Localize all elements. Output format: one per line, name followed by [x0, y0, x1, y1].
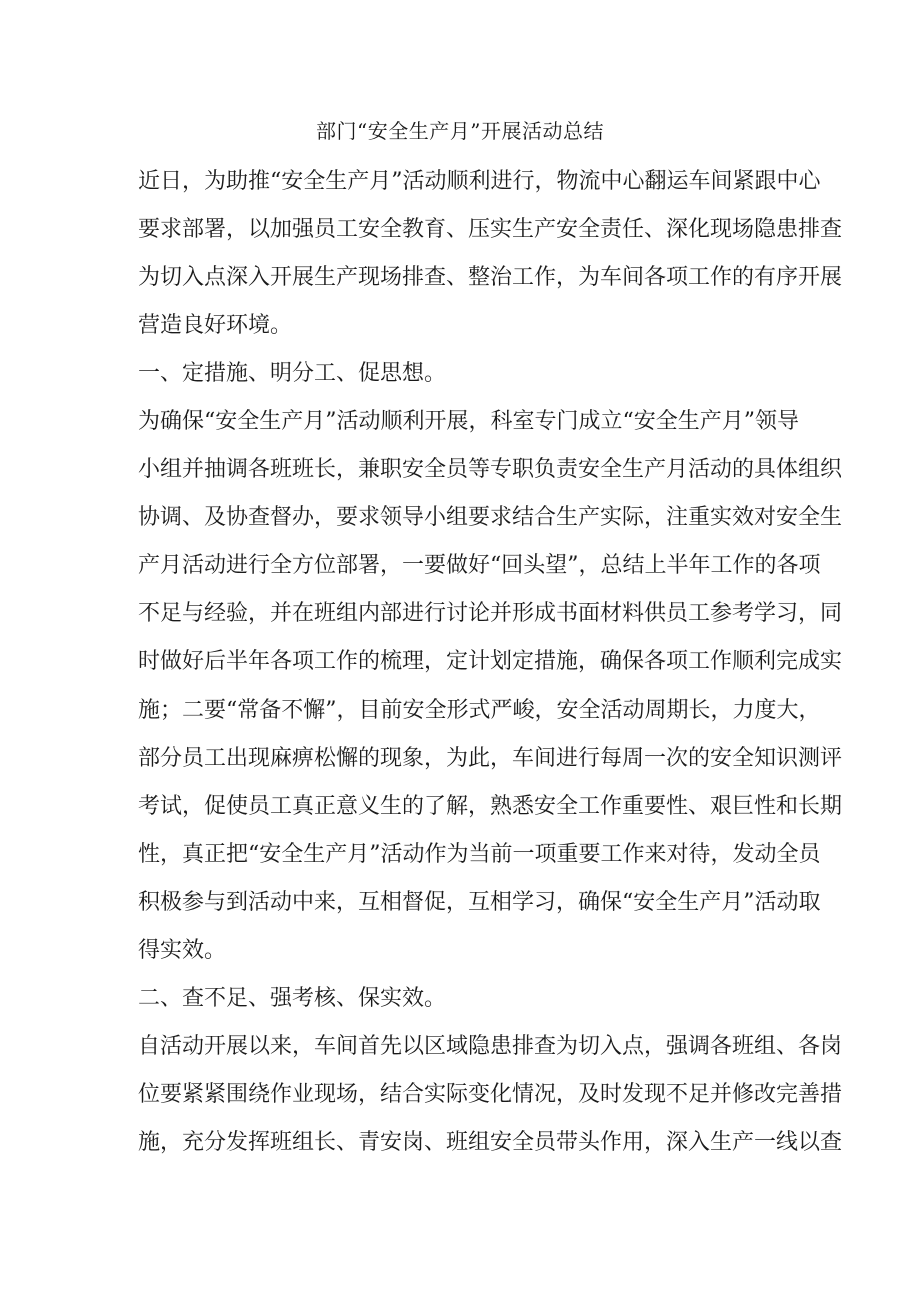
body-line: 考试，促使员工真正意义生的了解，熟悉安全工作重要性、艰巨性和长期	[138, 793, 843, 819]
document-body	[138, 158, 843, 1167]
body-line: 施，充分发挥班组长、青安岗、班组安全员带头作用，深入生产一线以查	[138, 1129, 843, 1155]
body-line: 得实效。	[138, 937, 227, 963]
body-line: 施；二要“常备不懈”，目前安全形式严峻，安全活动周期长，力度大，	[138, 697, 821, 723]
document-title: 部门“安全生产月”开展活动总结	[316, 119, 604, 143]
body-line: 自活动开展以来，车间首先以区域隐患排查为切入点，强调各班组、各岗	[138, 1033, 843, 1059]
body-line: 营造良好环境。	[138, 313, 293, 339]
body-line: 不足与经验，并在班组内部进行讨论并形成书面材料供员工参考学习，同	[138, 601, 843, 627]
body-line: 为切入点深入开展生产现场排查、整治工作，为车间各项工作的有序开展	[138, 265, 843, 291]
body-line: 部分员工出现麻痹松懈的现象，为此，车间进行每周一次的安全知识测评	[138, 745, 843, 771]
body-line: 近日，为助推“安全生产月”活动顺利进行，物流中心翻运车间紧跟中心	[138, 169, 821, 194]
body-line: 性，真正把“安全生产月”活动作为当前一项重要工作来对待，发动全员	[138, 841, 821, 867]
body-line: 位要紧紧围绕作业现场，结合实际变化情况，及时发现不足并修改完善措	[138, 1081, 843, 1107]
body-line: 产月活动进行全方位部署，一要做好“回头望”，总结上半年工作的各项	[138, 553, 821, 579]
body-line: 二、查不足、强考核、保实效。	[138, 985, 447, 1011]
body-line: 小组并抽调各班班长，兼职安全员等专职负责安全生产月活动的具体组织	[138, 457, 843, 483]
body-line: 为确保“安全生产月”活动顺利开展，科室专门成立“安全生产月”领导	[138, 409, 799, 435]
body-line: 协调、及协查督办，要求领导小组要求结合生产实际，注重实效对安全生	[138, 505, 843, 531]
body-line: 积极参与到活动中来，互相督促，互相学习，确保“安全生产月”活动取	[138, 889, 821, 915]
body-line: 要求部署，以加强员工安全教育、压实生产安全责任、深化现场隐患排查	[138, 217, 843, 243]
body-line: 一、定措施、明分工、促思想。	[138, 361, 447, 387]
body-line: 时做好后半年各项工作的梳理，定计划定措施，确保各项工作顺利完成实	[138, 649, 843, 675]
